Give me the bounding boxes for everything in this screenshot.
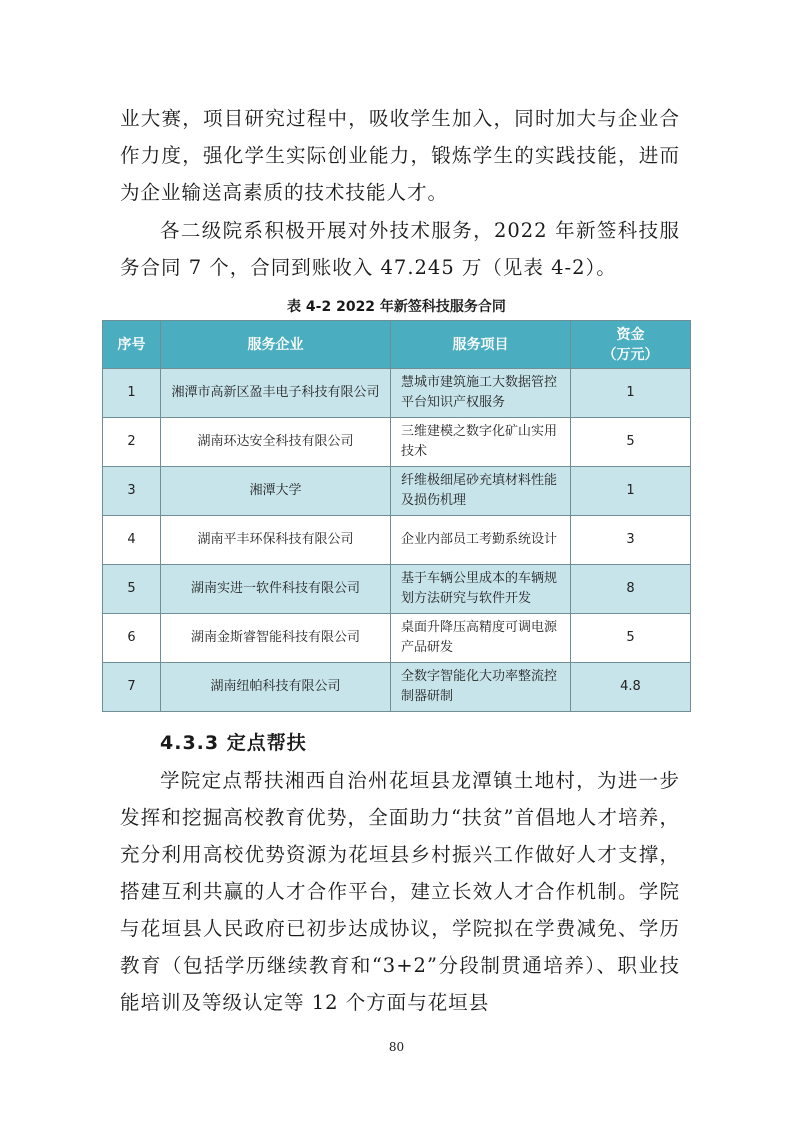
table-caption: 表 4-2 2022 年新签科技服务合同 — [287, 299, 506, 315]
header-fund-label: 资金 — [616, 326, 645, 343]
cell-company: 湖南纽帕科技有限公司 — [161, 663, 391, 712]
cell-company: 湖南平丰环保科技有限公司 — [161, 516, 391, 565]
table-row — [103, 565, 691, 614]
cell-fund: 1 — [571, 467, 691, 516]
table-row — [103, 369, 691, 418]
cell-fund: 8 — [571, 565, 691, 614]
cell-company: 湖南金斯睿智能科技有限公司 — [161, 614, 391, 663]
cell-fund: 5 — [571, 614, 691, 663]
cell-company: 湘潭市高新区盈丰电子科技有限公司 — [161, 369, 391, 418]
cell-fund: 1 — [571, 369, 691, 418]
header-seq: 序号 — [103, 321, 161, 369]
cell-seq: 3 — [103, 467, 161, 516]
service-contract-table — [102, 320, 691, 712]
cell-seq: 2 — [103, 418, 161, 467]
table-row — [103, 516, 691, 565]
table-row — [103, 467, 691, 516]
header-fund-unit: （万元） — [602, 346, 659, 363]
header-project: 服务项目 — [391, 321, 571, 369]
cell-project: 桌面升降压高精度可调电源产品研发 — [391, 614, 571, 663]
page-number: 80 — [388, 1040, 405, 1054]
cell-project: 纤维极细尾砂充填材料性能及损伤机理 — [391, 467, 571, 516]
cell-project: 企业内部员工考勤系统设计 — [391, 516, 571, 565]
cell-fund: 4.8 — [571, 663, 691, 712]
cell-seq: 5 — [103, 565, 161, 614]
cell-fund: 5 — [571, 418, 691, 467]
section-heading: 4.3.3 定点帮扶 — [160, 732, 307, 754]
cell-project: 基于车辆公里成本的车辆规划方法研究与软件开发 — [391, 565, 571, 614]
cell-project: 慧城市建筑施工大数据管控平台知识产权服务 — [391, 369, 571, 418]
cell-project: 全数字智能化大功率整流控制器研制 — [391, 663, 571, 712]
table-row — [103, 663, 691, 712]
cell-seq: 1 — [103, 369, 161, 418]
cell-project: 三维建模之数字化矿山实用技术 — [391, 418, 571, 467]
cell-company: 湖南实进一软件科技有限公司 — [161, 565, 391, 614]
cell-company: 湖南环达安全科技有限公司 — [161, 418, 391, 467]
table-row — [103, 418, 691, 467]
table-header-row — [103, 321, 691, 369]
cell-fund: 3 — [571, 516, 691, 565]
tech-service-paragraph: 各二级院系积极开展对外技术服务，2022 年新签科技服务合同 7 个，合同到账收入 47.245 万（见表 4-2）。 — [120, 219, 680, 279]
cell-seq: 4 — [103, 516, 161, 565]
table-row — [103, 614, 691, 663]
cell-seq: 7 — [103, 663, 161, 712]
header-company: 服务企业 — [161, 321, 391, 369]
cell-seq: 6 — [103, 614, 161, 663]
intro-paragraph: 业大赛，项目研究过程中，吸收学生加入，同时加大与企业合作力度，强化学生实际创业能力，锻炼学生的实践技能，进而为企业输送高素质的技术技能人才。 — [120, 107, 680, 204]
cell-company: 湘潭大学 — [161, 467, 391, 516]
poverty-assistance-paragraph: 学院定点帮扶湘西自治州花垣县龙潭镇土地村，为进一步发挥和挖掘高校教育优势，全面助力“扶贫”首倡地人才培养，充分利用高校优势资源为花垣县乡村振兴工作做好人才支撑，搭建互利共赢的人才合作平台，建立长效人才合作机制。学院与花垣县人民政府已初步达成协议，学院拟在学费减免、学历教育（包括学历继续教育和“3+2”分段制贯通培养）、职业技能培训及等级认定等 12 个方面与花垣县 — [120, 769, 680, 1014]
header-fund — [571, 321, 691, 369]
